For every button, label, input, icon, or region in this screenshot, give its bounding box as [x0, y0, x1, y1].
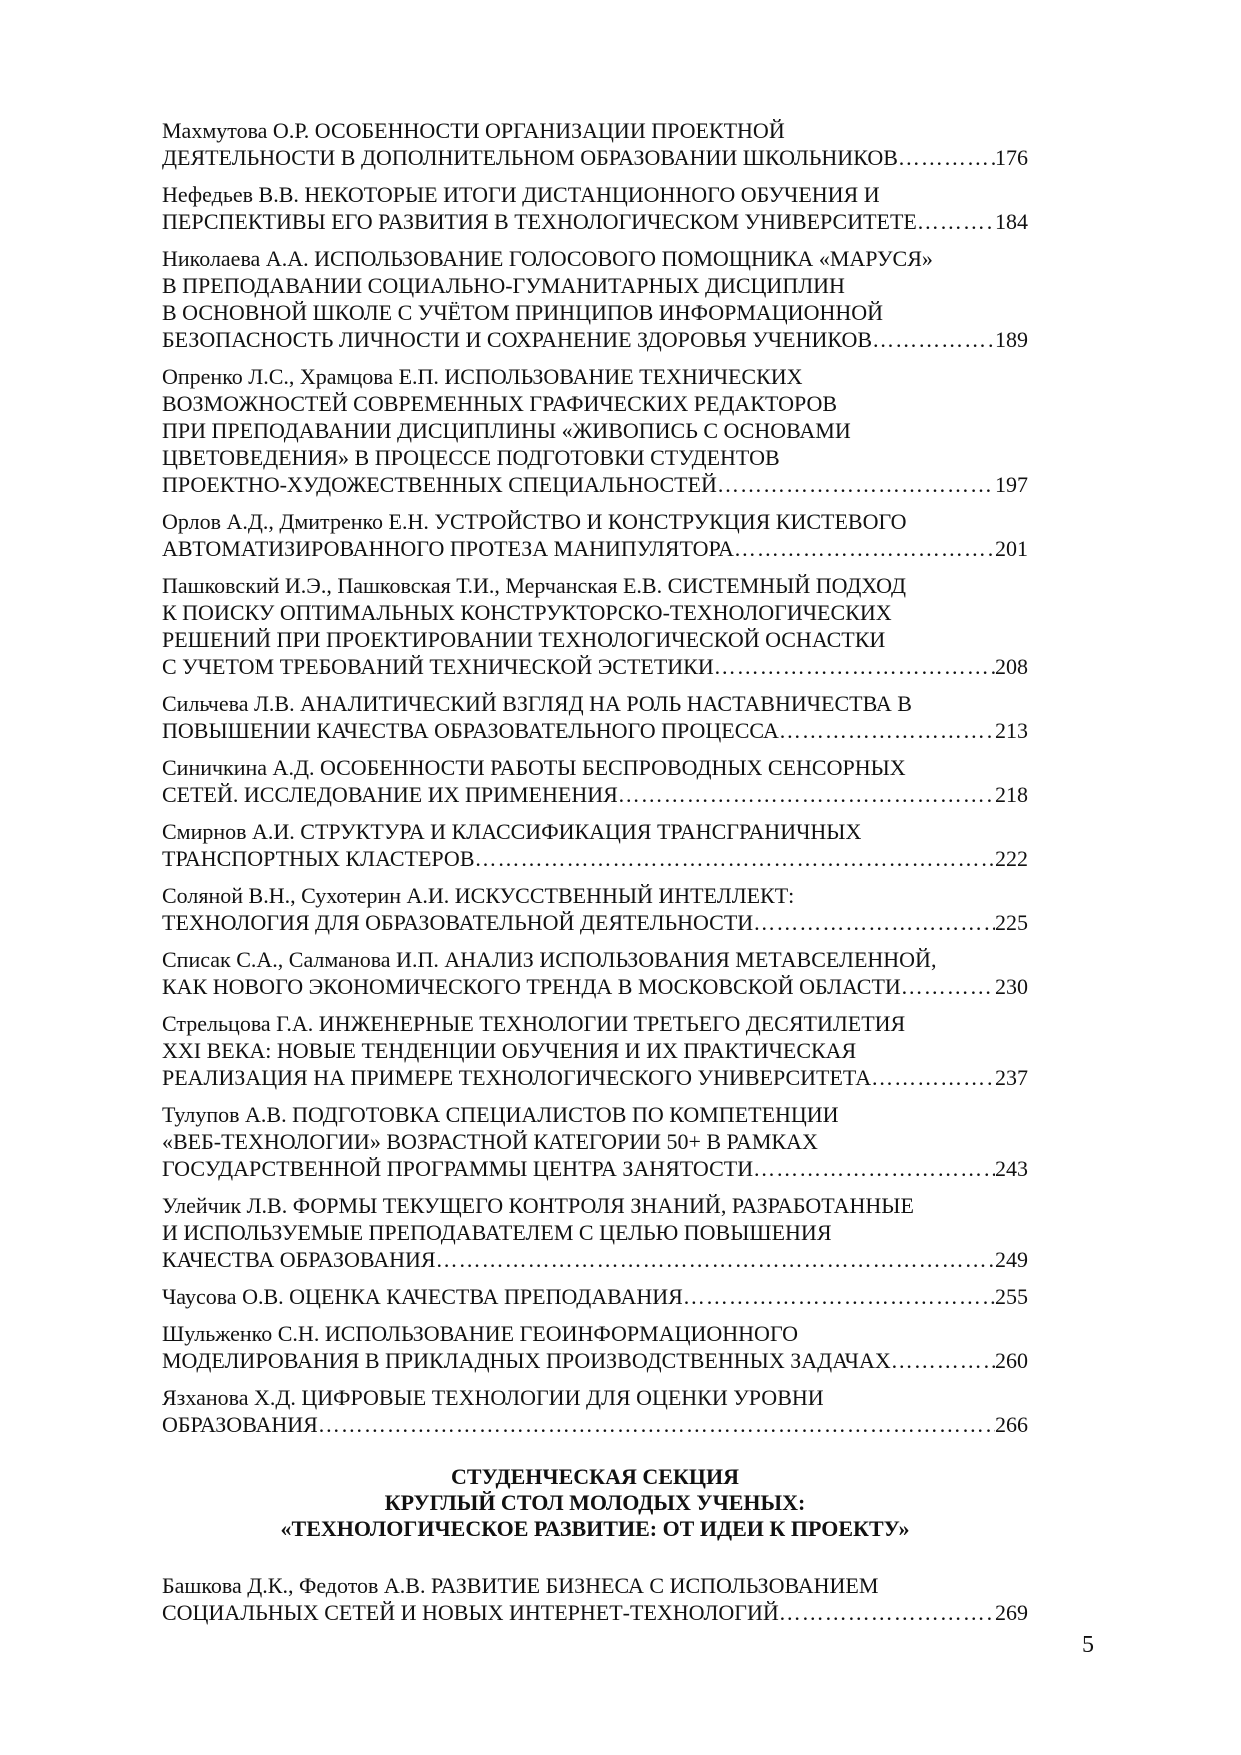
toc-entry — [162, 1192, 1028, 1273]
dot-leader — [898, 144, 995, 171]
toc-entry-line: Соляной В.Н., Сухотерин А.И. ИСКУССТВЕННЫЙ ИНТЕЛЛЕКТ: — [162, 883, 795, 908]
dot-leader — [753, 1155, 995, 1182]
toc-page-number: 184 — [995, 209, 1028, 234]
toc-entry-line: ВОЗМОЖНОСТЕЙ СОВРЕМЕННЫХ ГРАФИЧЕСКИХ РЕДАКТОРОВ — [162, 391, 838, 416]
toc-page-number: 218 — [995, 782, 1028, 807]
dot-leader — [436, 1246, 995, 1273]
dot-leader — [618, 781, 995, 808]
toc-entry-last-line — [162, 973, 1028, 1000]
toc-page-number: 243 — [995, 1156, 1028, 1181]
toc-page-number: 269 — [995, 1600, 1028, 1625]
dot-leader — [871, 1064, 995, 1091]
toc-entry — [162, 1572, 1028, 1626]
toc-entry — [162, 363, 1028, 498]
toc-entry-line: В ПРЕПОДАВАНИИ СОЦИАЛЬНО-ГУМАНИТАРНЫХ ДИСЦИПЛИН — [162, 273, 845, 298]
toc-entry — [162, 572, 1028, 680]
toc-entry-last-line — [162, 471, 1028, 498]
dot-leader — [714, 653, 995, 680]
toc-page-number: 230 — [995, 974, 1028, 999]
section-title: СТУДЕНЧЕСКАЯ СЕКЦИЯ — [451, 1464, 739, 1489]
toc-page-number: 201 — [995, 536, 1028, 561]
section-subtitle: КРУГЛЫЙ СТОЛ МОЛОДЫХ УЧЕНЫХ: — [384, 1490, 806, 1515]
dot-leader — [891, 1347, 995, 1374]
toc-entry-text: ДЕЯТЕЛЬНОСТИ В ДОПОЛНИТЕЛЬНОМ ОБРАЗОВАНИИ ШКОЛЬНИКОВ — [162, 145, 898, 170]
toc-entry — [162, 818, 1028, 872]
toc-entry-last-line — [162, 1155, 1028, 1182]
toc-entry-text: МОДЕЛИРОВАНИЯ В ПРИКЛАДНЫХ ПРОИЗВОДСТВЕННЫХ ЗАДАЧАХ — [162, 1348, 891, 1373]
section-theme: «ТЕХНОЛОГИЧЕСКОЕ РАЗВИТИЕ: ОТ ИДЕИ К ПРОЕКТУ» — [280, 1516, 910, 1541]
page-number: 5 — [1082, 1632, 1094, 1658]
toc-entry-line: Нефедьев В.В. НЕКОТОРЫЕ ИТОГИ ДИСТАНЦИОННОГО ОБУЧЕНИЯ И — [162, 182, 880, 207]
toc-entry-line: ЦВЕТОВЕДЕНИЯ» В ПРОЦЕССЕ ПОДГОТОВКИ СТУДЕНТОВ — [162, 445, 780, 470]
toc-entry-last-line — [162, 1064, 1028, 1091]
dot-leader — [734, 535, 995, 562]
toc-entry-text: ТРАНСПОРТНЫХ КЛАСТЕРОВ — [162, 846, 475, 871]
toc-entry-line: Списак С.А., Салманова И.П. АНАЛИЗ ИСПОЛЬЗОВАНИЯ МЕТАВСЕЛЕННОЙ, — [162, 947, 937, 972]
toc-entry-last-line — [162, 208, 1028, 235]
toc-entry-line: Махмутова О.Р. ОСОБЕННОСТИ ОРГАНИЗАЦИИ ПРОЕКТНОЙ — [162, 118, 785, 143]
toc-entry — [162, 181, 1028, 235]
toc-entry — [162, 882, 1028, 936]
toc-entry-last-line — [162, 535, 1028, 562]
toc-entry-line: Пашковский И.Э., Пашковская Т.И., Мерчанская Е.В. СИСТЕМНЫЙ ПОДХОД — [162, 573, 906, 598]
toc-entry-last-line — [162, 1283, 1028, 1310]
section-entries — [162, 1572, 1028, 1626]
toc-entry-line: ПРИ ПРЕПОДАВАНИИ ДИСЦИПЛИНЫ «ЖИВОПИСЬ С ОСНОВАМИ — [162, 418, 851, 443]
toc-entry-line: В ОСНОВНОЙ ШКОЛЕ С УЧЁТОМ ПРИНЦИПОВ ИНФОРМАЦИОННОЙ — [162, 300, 884, 325]
toc-entry-text: ОБРАЗОВАНИЯ — [162, 1412, 318, 1437]
toc-entry-text: СОЦИАЛЬНЫХ СЕТЕЙ И НОВЫХ ИНТЕРНЕТ-ТЕХНОЛОГИЙ — [162, 1600, 779, 1625]
dot-leader — [475, 845, 996, 872]
toc-entry-line: Смирнов А.И. СТРУКТУРА И КЛАССИФИКАЦИЯ ТРАНСГРАНИЧНЫХ — [162, 819, 862, 844]
toc-entry-last-line — [162, 1347, 1028, 1374]
toc-entry-line: Шульженко С.Н. ИСПОЛЬЗОВАНИЕ ГЕОИНФОРМАЦИОННОГО — [162, 1321, 799, 1346]
toc-entry-text: Чаусова О.В. ОЦЕНКА КАЧЕСТВА ПРЕПОДАВАНИЯ — [162, 1284, 683, 1309]
toc-entry-line: К ПОИСКУ ОПТИМАЛЬНЫХ КОНСТРУКТОРСКО-ТЕХНОЛОГИЧЕСКИХ — [162, 600, 892, 625]
toc-entry — [162, 754, 1028, 808]
toc-page-number: 197 — [995, 472, 1028, 497]
toc-page-number: 255 — [995, 1284, 1028, 1309]
toc-entry-last-line — [162, 326, 1028, 353]
toc-entry-text: РЕАЛИЗАЦИЯ НА ПРИМЕРЕ ТЕХНОЛОГИЧЕСКОГО УНИВЕРСИТЕТА — [162, 1065, 872, 1090]
toc-entry-text: КАК НОВОГО ЭКОНОМИЧЕСКОГО ТРЕНДА В МОСКОВСКОЙ ОБЛАСТИ — [162, 974, 901, 999]
dot-leader — [717, 471, 995, 498]
toc-entry — [162, 1010, 1028, 1091]
toc-page-number: 176 — [995, 145, 1028, 170]
toc-entry-line: Улейчик Л.В. ФОРМЫ ТЕКУЩЕГО КОНТРОЛЯ ЗНАНИЙ, РАЗРАБОТАННЫЕ — [162, 1193, 914, 1218]
toc-entry — [162, 1384, 1028, 1438]
toc-entry-line: Башкова Д.К., Федотов А.В. РАЗВИТИЕ БИЗНЕСА С ИСПОЛЬЗОВАНИЕМ — [162, 1573, 879, 1598]
dot-leader — [872, 326, 995, 353]
dot-leader — [318, 1411, 995, 1438]
toc-entry-line: XXI ВЕКА: НОВЫЕ ТЕНДЕНЦИИ ОБУЧЕНИЯ И ИХ ПРАКТИЧЕСКАЯ — [162, 1038, 857, 1063]
toc-entry-last-line — [162, 1246, 1028, 1273]
toc-entry — [162, 1283, 1028, 1310]
dot-leader — [917, 208, 995, 235]
toc-entry-last-line — [162, 1599, 1028, 1626]
toc-entry-text: СЕТЕЙ. ИССЛЕДОВАНИЕ ИХ ПРИМЕНЕНИЯ — [162, 782, 618, 807]
toc-entry — [162, 946, 1028, 1000]
dot-leader — [901, 973, 995, 1000]
dot-leader — [683, 1283, 995, 1310]
toc-page-number: 208 — [995, 654, 1028, 679]
toc-entry-text: ПРОЕКТНО-ХУДОЖЕСТВЕННЫХ СПЕЦИАЛЬНОСТЕЙ — [162, 472, 717, 497]
toc-entry-text: БЕЗОПАСНОСТЬ ЛИЧНОСТИ И СОХРАНЕНИЕ ЗДОРОВЬЯ УЧЕНИКОВ — [162, 327, 873, 352]
toc-entry-text: ПЕРСПЕКТИВЫ ЕГО РАЗВИТИЯ В ТЕХНОЛОГИЧЕСКОМ УНИВЕРСИТЕТЕ — [162, 209, 917, 234]
toc-page-number: 237 — [995, 1065, 1028, 1090]
toc-entry-line: РЕШЕНИЙ ПРИ ПРОЕКТИРОВАНИИ ТЕХНОЛОГИЧЕСКОЙ ОСНАСТКИ — [162, 627, 886, 652]
toc-page-number: 260 — [995, 1348, 1028, 1373]
toc-entry-last-line — [162, 781, 1028, 808]
dot-leader — [779, 1599, 995, 1626]
toc-entry-line: Орлов А.Д., Дмитренко Е.Н. УСТРОЙСТВО И КОНСТРУКЦИЯ КИСТЕВОГО — [162, 509, 907, 534]
toc-page-number: 213 — [995, 718, 1028, 743]
toc-entry-last-line — [162, 717, 1028, 744]
toc-entry-text: КАЧЕСТВА ОБРАЗОВАНИЯ — [162, 1247, 436, 1272]
toc-page-number: 225 — [995, 910, 1028, 935]
toc-entry — [162, 690, 1028, 744]
toc-entry-line: Николаева А.А. ИСПОЛЬЗОВАНИЕ ГОЛОСОВОГО ПОМОЩНИКА «МАРУСЯ» — [162, 246, 933, 271]
toc-entry-text: С УЧЕТОМ ТРЕБОВАНИЙ ТЕХНИЧЕСКОЙ ЭСТЕТИКИ — [162, 654, 714, 679]
toc-entry-line: Сильчева Л.В. АНАЛИТИЧЕСКИЙ ВЗГЛЯД НА РОЛЬ НАСТАВНИЧЕСТВА В — [162, 691, 912, 716]
toc-entries — [162, 117, 1028, 1438]
toc-entry-line: Язханова Х.Д. ЦИФРОВЫЕ ТЕХНОЛОГИИ ДЛЯ ОЦЕНКИ УРОВНИ — [162, 1385, 824, 1410]
toc-page-number: 222 — [995, 846, 1028, 871]
toc-entry-last-line — [162, 1411, 1028, 1438]
toc-entry-text: ГОСУДАРСТВЕННОЙ ПРОГРАММЫ ЦЕНТРА ЗАНЯТОСТИ — [162, 1156, 754, 1181]
toc-entry-line: Синичкина А.Д. ОСОБЕННОСТИ РАБОТЫ БЕСПРОВОДНЫХ СЕНСОРНЫХ — [162, 755, 906, 780]
dot-leader — [753, 909, 995, 936]
toc-entry — [162, 1101, 1028, 1182]
toc-page-number: 189 — [995, 327, 1028, 352]
toc-entry-line: И ИСПОЛЬЗУЕМЫЕ ПРЕПОДАВАТЕЛЕМ С ЦЕЛЬЮ ПОВЫШЕНИЯ — [162, 1220, 832, 1245]
toc-page-number: 266 — [995, 1412, 1028, 1437]
toc-entry — [162, 1320, 1028, 1374]
toc-entry-line: «ВЕБ-ТЕХНОЛОГИИ» ВОЗРАСТНОЙ КАТЕГОРИИ 50+ В РАМКАХ — [162, 1129, 818, 1154]
dot-leader — [779, 717, 995, 744]
section-heading — [162, 1464, 1028, 1542]
toc-entry — [162, 508, 1028, 562]
toc-page-number: 249 — [995, 1247, 1028, 1272]
toc-entry-text: ПОВЫШЕНИИ КАЧЕСТВА ОБРАЗОВАТЕЛЬНОГО ПРОЦЕССА — [162, 718, 779, 743]
toc-entry — [162, 117, 1028, 171]
toc-entry-text: АВТОМАТИЗИРОВАННОГО ПРОТЕЗА МАНИПУЛЯТОРА — [162, 536, 734, 561]
toc-entry-line: Опренко Л.С., Храмцова Е.П. ИСПОЛЬЗОВАНИЕ ТЕХНИЧЕСКИХ — [162, 364, 803, 389]
toc-entry-line: Стрельцова Г.А. ИНЖЕНЕРНЫЕ ТЕХНОЛОГИИ ТРЕТЬЕГО ДЕСЯТИЛЕТИЯ — [162, 1011, 906, 1036]
toc-entry — [162, 245, 1028, 353]
table-of-contents — [162, 117, 1028, 1636]
toc-entry-last-line — [162, 845, 1028, 872]
toc-entry-text: ТЕХНОЛОГИЯ ДЛЯ ОБРАЗОВАТЕЛЬНОЙ ДЕЯТЕЛЬНОСТИ — [162, 910, 754, 935]
toc-entry-last-line — [162, 653, 1028, 680]
toc-entry-last-line — [162, 144, 1028, 171]
toc-entry-last-line — [162, 909, 1028, 936]
toc-entry-line: Тулупов А.В. ПОДГОТОВКА СПЕЦИАЛИСТОВ ПО КОМПЕТЕНЦИИ — [162, 1102, 839, 1127]
